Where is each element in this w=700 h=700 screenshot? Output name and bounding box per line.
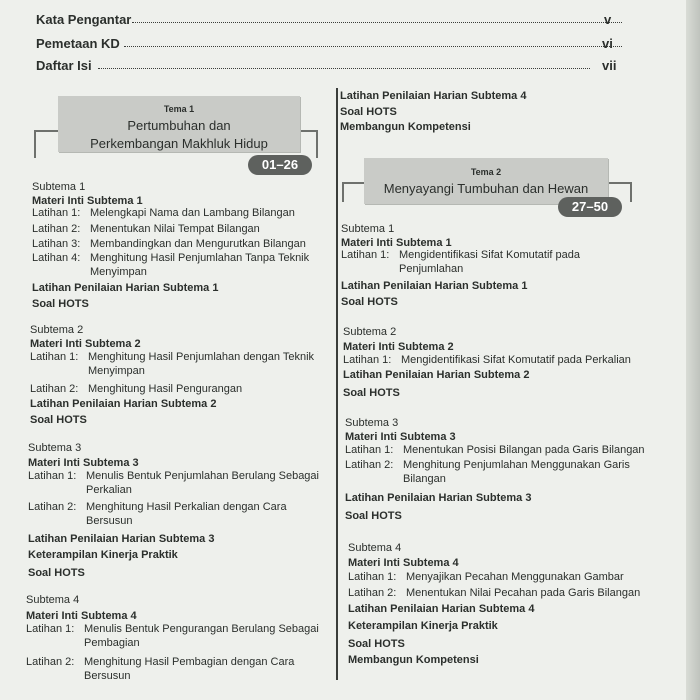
subtema-heading[interactable]: Subtema 2 (30, 324, 84, 336)
latihan-number: Latihan 1: (341, 249, 390, 261)
latihan-number: Latihan 1: (30, 351, 79, 363)
toc-entry[interactable]: Latihan Penilaian Harian Subtema 2 (343, 369, 530, 381)
toc-page: vi (602, 36, 613, 51)
toc-entry[interactable]: Soal HOTS (348, 638, 405, 650)
toc-label: Kata Pengantar (36, 12, 132, 27)
latihan-title: Menentukan Nilai Tempat Bilangan (90, 223, 260, 235)
toc-entry[interactable]: Membangun Kompetensi (340, 121, 471, 133)
toc-entry[interactable]: Keterampilan Kinerja Praktik (28, 549, 178, 561)
toc-entry[interactable]: Soal HOTS (345, 510, 402, 522)
latihan-entry[interactable] (32, 251, 309, 279)
latihan-entry[interactable] (348, 586, 640, 600)
theme-page-range: 01–26 (248, 155, 312, 175)
latihan-entry[interactable] (343, 353, 631, 367)
dot-leader (124, 46, 622, 47)
latihan-title: Menghitung Hasil Perkalian dengan Cara (86, 501, 287, 513)
latihan-title: Membandingkan dan Mengurutkan Bilangan (90, 238, 306, 250)
latihan-number: Latihan 4: (32, 252, 81, 264)
latihan-entry[interactable] (32, 206, 295, 220)
toc-entry[interactable]: Soal HOTS (340, 106, 397, 118)
toc-entry[interactable]: Latihan Penilaian Harian Subtema 1 (341, 280, 528, 292)
latihan-title: Menghitung Hasil Penjumlahan Tanpa Teknik (90, 252, 310, 264)
subtema-heading[interactable]: Subtema 1 (32, 181, 86, 193)
latihan-title: Mengidentifikasi Sifat Komutatif pada Perkalian (401, 354, 631, 366)
toc-entry[interactable]: Materi Inti Subtema 2 (343, 341, 454, 353)
latihan-number: Latihan 1: (343, 354, 392, 366)
toc-entry[interactable]: Materi Inti Subtema 1 (341, 237, 452, 249)
latihan-entry[interactable] (28, 500, 287, 528)
latihan-title: Menghitung Penjumlahan Menggunakan Garis (403, 459, 630, 471)
toc-entry[interactable]: Soal HOTS (30, 414, 87, 426)
latihan-number: Latihan 1: (348, 571, 397, 583)
latihan-title: Menentukan Posisi Bilangan pada Garis Bilangan (403, 444, 645, 456)
toc-entry[interactable]: Membangun Kompetensi (348, 654, 479, 666)
toc-entry[interactable]: Materi Inti Subtema 3 (345, 431, 456, 443)
latihan-number: Latihan 2: (32, 223, 81, 235)
toc-entry[interactable]: Keterampilan Kinerja Praktik (348, 620, 498, 632)
latihan-entry[interactable] (348, 570, 624, 584)
latihan-title: Mengidentifikasi Sifat Komutatif pada (399, 249, 580, 261)
latihan-number: Latihan 1: (345, 444, 394, 456)
latihan-number: Latihan 1: (28, 470, 77, 482)
column-divider (336, 88, 338, 680)
toc-entry[interactable]: Soal HOTS (28, 567, 85, 579)
latihan-title-cont: Perkalian (86, 484, 132, 496)
latihan-entry[interactable] (345, 443, 645, 457)
toc-entry[interactable]: Latihan Penilaian Harian Subtema 4 (340, 90, 527, 102)
latihan-title: Menghitung Hasil Pembagian dengan Cara (84, 656, 295, 668)
latihan-number: Latihan 2: (30, 383, 79, 395)
latihan-number: Latihan 3: (32, 238, 81, 250)
dot-leader (98, 68, 590, 69)
toc-entry[interactable]: Materi Inti Subtema 4 (348, 557, 459, 569)
latihan-number: Latihan 2: (348, 587, 397, 599)
latihan-number: Latihan 2: (345, 459, 394, 471)
latihan-title: Menulis Bentuk Pengurangan Berulang Sebagai (84, 623, 319, 635)
dot-leader (132, 22, 622, 23)
toc-line-pemetaan-kd[interactable] (36, 36, 616, 54)
toc-entry[interactable]: Latihan Penilaian Harian Subtema 3 (28, 533, 215, 545)
latihan-title-cont: Pembagian (84, 637, 140, 649)
latihan-title-cont: Bilangan (403, 473, 446, 485)
latihan-title: Menghitung Hasil Penjumlahan dengan Teknik (88, 351, 315, 363)
latihan-title-cont: Bersusun (86, 515, 133, 527)
latihan-title-cont: Menyimpan (90, 266, 147, 278)
latihan-entry[interactable] (32, 222, 260, 236)
latihan-number: Latihan 2: (28, 501, 77, 513)
subtema-heading[interactable]: Subtema 4 (26, 594, 80, 606)
latihan-entry[interactable] (341, 248, 580, 276)
latihan-entry[interactable] (345, 458, 630, 486)
subtema-heading[interactable]: Subtema 3 (345, 417, 399, 429)
latihan-entry[interactable] (28, 469, 319, 497)
subtema-heading[interactable]: Subtema 2 (343, 326, 397, 338)
toc-entry[interactable]: Soal HOTS (343, 387, 400, 399)
toc-label: Daftar Isi (36, 58, 92, 73)
theme-label: Tema 2 (470, 167, 502, 177)
latihan-entry[interactable] (30, 382, 242, 396)
theme-1-header[interactable] (58, 96, 300, 152)
theme-title: Pertumbuhan dan (127, 118, 231, 133)
toc-entry[interactable]: Soal HOTS (32, 298, 89, 310)
latihan-number: Latihan 1: (26, 623, 75, 635)
toc-entry[interactable]: Materi Inti Subtema 4 (26, 610, 137, 622)
toc-entry[interactable]: Materi Inti Subtema 2 (30, 338, 141, 350)
latihan-entry[interactable] (32, 237, 306, 251)
latihan-title: Melengkapi Nama dan Lambang Bilangan (90, 207, 295, 219)
theme-title: Menyayangi Tumbuhan dan Hewan (383, 181, 589, 196)
toc-entry[interactable]: Materi Inti Subtema 1 (32, 195, 143, 207)
latihan-number: Latihan 1: (32, 207, 81, 219)
theme-page-range: 27–50 (558, 197, 622, 217)
theme-title: Perkembangan Makhluk Hidup (90, 136, 268, 151)
toc-entry[interactable]: Latihan Penilaian Harian Subtema 4 (348, 603, 535, 615)
page-edge-shadow (686, 0, 700, 700)
subtema-heading[interactable]: Subtema 4 (348, 542, 402, 554)
toc-entry[interactable]: Latihan Penilaian Harian Subtema 3 (345, 492, 532, 504)
latihan-title: Menghitung Hasil Pengurangan (88, 383, 243, 395)
latihan-entry[interactable] (26, 622, 319, 650)
latihan-title: Menentukan Nilai Pecahan pada Garis Bilangan (406, 587, 641, 599)
toc-line-daftar-isi[interactable] (36, 58, 616, 76)
subtema-heading[interactable]: Subtema 1 (341, 223, 395, 235)
latihan-title-cont: Bersusun (84, 670, 131, 682)
toc-page: vii (602, 58, 617, 73)
subtema-heading[interactable]: Subtema 3 (28, 442, 82, 454)
toc-entry[interactable]: Latihan Penilaian Harian Subtema 2 (30, 398, 217, 410)
toc-label: Pemetaan KD (36, 36, 120, 51)
latihan-title: Menulis Bentuk Penjumlahan Berulang Sebagai (86, 470, 319, 482)
latihan-title-cont: Penjumlahan (399, 263, 464, 275)
latihan-title-cont: Menyimpan (88, 365, 145, 377)
theme-label: Tema 1 (163, 104, 195, 114)
latihan-entry[interactable] (26, 655, 294, 683)
latihan-number: Latihan 2: (26, 656, 75, 668)
toc-page: v (604, 12, 612, 27)
toc-entry[interactable]: Latihan Penilaian Harian Subtema 1 (32, 282, 219, 294)
toc-entry[interactable]: Soal HOTS (341, 296, 398, 308)
latihan-entry[interactable] (30, 350, 314, 378)
toc-line-kata-pengantar[interactable] (36, 12, 616, 30)
latihan-title: Menyajikan Pecahan Menggunakan Gambar (406, 571, 624, 583)
toc-entry[interactable]: Materi Inti Subtema 3 (28, 457, 139, 469)
